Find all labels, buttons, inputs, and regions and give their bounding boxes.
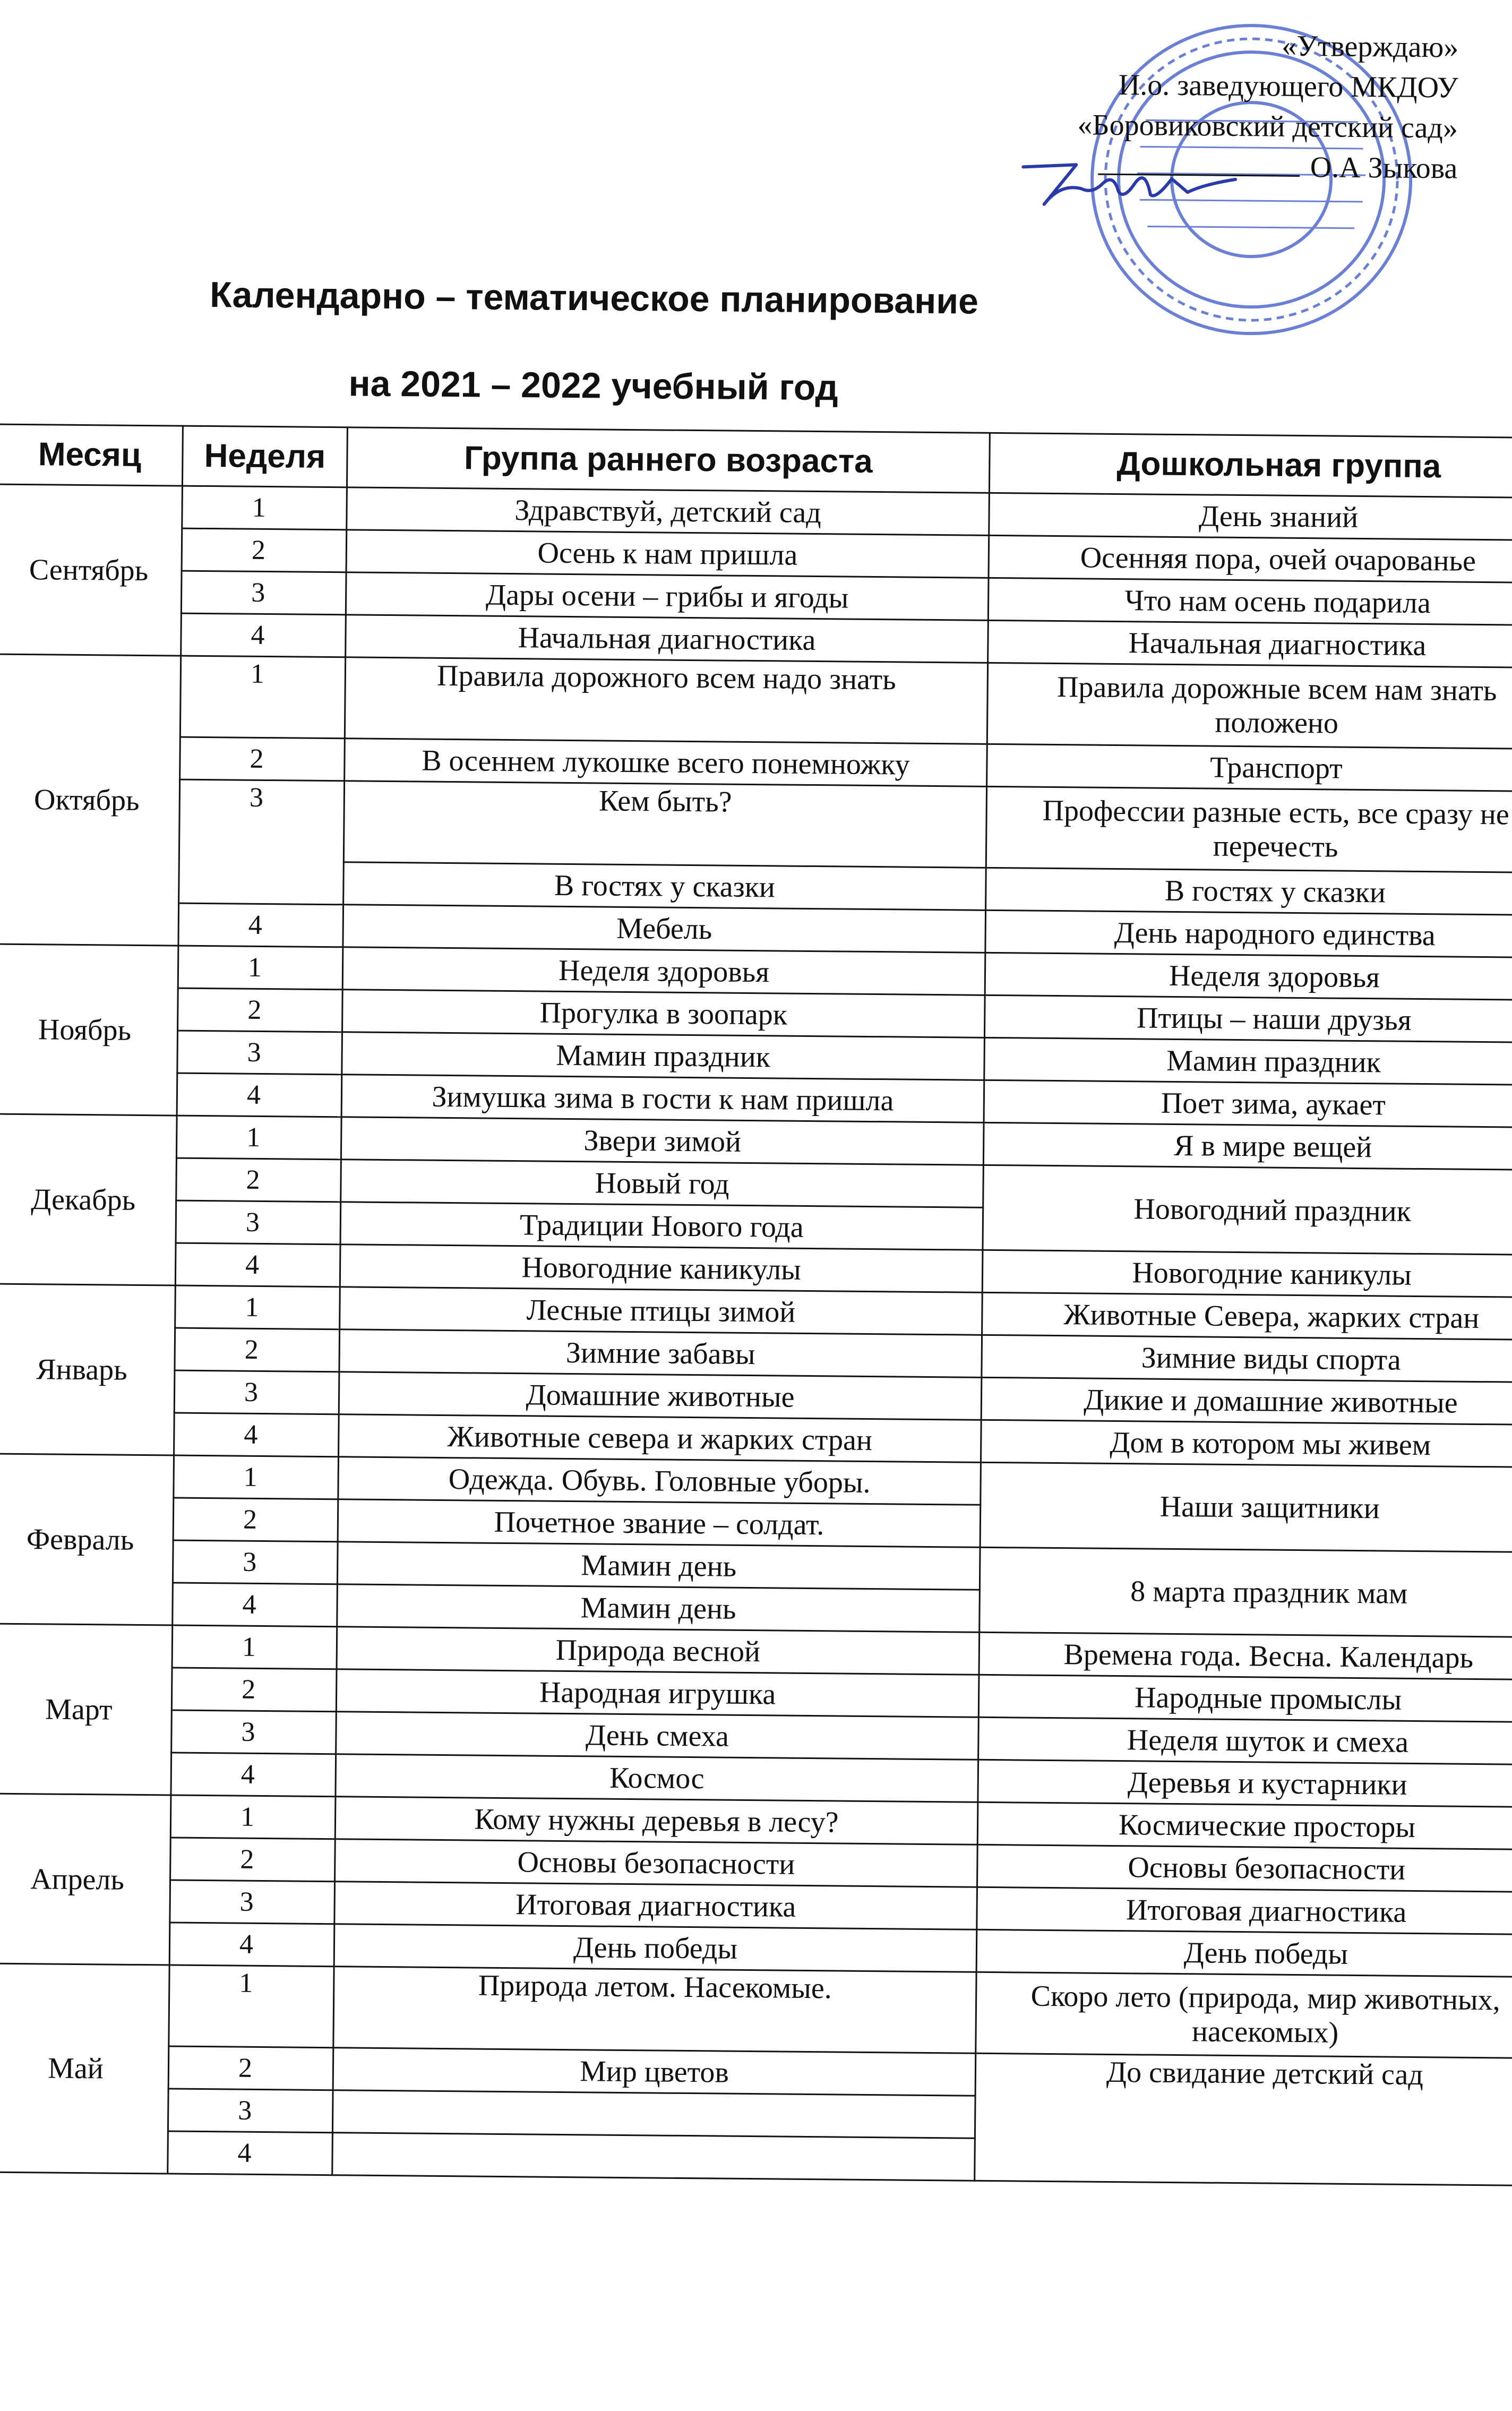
early-topic-cell: Новый год <box>341 1160 984 1208</box>
header-preschool-group: Дошкольная группа <box>989 433 1512 498</box>
week-cell: 2 <box>168 2046 333 2090</box>
early-topic-cell: Новогодние каникулы <box>340 1245 983 1293</box>
early-topic-cell: Зимние забавы <box>339 1329 982 1378</box>
early-topic-cell: Одежда. Обувь. Головные уборы. <box>338 1457 981 1505</box>
preschool-topic-cell: Неделя здоровья <box>985 953 1512 1000</box>
week-cell: 3 <box>168 2089 333 2133</box>
early-topic-cell <box>332 2133 975 2181</box>
week-cell: 1 <box>182 486 347 530</box>
week-cell: 1 <box>170 1795 336 1839</box>
early-topic-cell: Почетное звание – солдат. <box>338 1499 981 1548</box>
header-early-group: Группа раннего возраста <box>347 427 990 493</box>
preschool-topic-cell: Дикие и домашние животные <box>981 1377 1512 1425</box>
early-topic-cell: Зимушка зима в гости к нам пришла <box>341 1075 984 1123</box>
month-cell: Декабрь <box>0 1114 177 1285</box>
early-topic-cell: День смеха <box>336 1712 979 1760</box>
early-topic-cell: Осень к нам пришла <box>346 530 989 578</box>
planning-table <box>0 424 1512 2187</box>
early-topic-cell: Природа весной <box>337 1627 980 1675</box>
week-cell: 3 <box>173 1540 338 1584</box>
preschool-topic-cell: День народного единства <box>985 910 1512 958</box>
early-topic-cell: Традиции Нового года <box>340 1202 983 1250</box>
month-cell: Ноябрь <box>0 944 178 1116</box>
early-topic-cell: Природа летом. Насекомые. <box>333 1967 976 2054</box>
week-cell: 2 <box>173 1498 338 1542</box>
preschool-topic-cell: Профессии разные есть, все сразу не перечесть <box>986 786 1512 873</box>
month-cell: Октябрь <box>0 654 181 946</box>
week-cell: 1 <box>174 1455 339 1499</box>
week-cell: 2 <box>175 1328 340 1372</box>
preschool-topic-cell: День знаний <box>989 493 1512 540</box>
preschool-topic-cell: До свидание детский сад <box>975 2053 1512 2186</box>
month-cell: Май <box>0 1963 169 2174</box>
month-cell: Сентябрь <box>0 484 182 656</box>
preschool-topic-cell: Птицы – наши друзья <box>984 995 1512 1043</box>
preschool-topic-cell: Животные Севера, жарких стран <box>982 1292 1512 1340</box>
week-cell: 4 <box>175 1243 340 1287</box>
week-cell: 2 <box>180 737 345 781</box>
preschool-topic-cell: 8 марта праздник мам <box>980 1547 1512 1637</box>
week-cell: 4 <box>168 2131 333 2175</box>
week-cell: 4 <box>178 903 343 947</box>
preschool-topic-cell: Осенняя пора, очей очарованье <box>989 535 1512 583</box>
preschool-topic-cell: Транспорт <box>987 744 1512 792</box>
week-cell: 1 <box>178 946 343 990</box>
table-row <box>0 778 1512 873</box>
week-cell: 1 <box>180 656 345 739</box>
early-topic-cell: Основы безопасности <box>335 1839 978 1887</box>
early-topic-cell: Домашние животные <box>339 1372 982 1420</box>
week-cell: 4 <box>174 1413 339 1457</box>
early-topic-cell: Итоговая диагностика <box>334 1882 977 1930</box>
approval-line-1: «Утверждаю» <box>1282 29 1459 64</box>
early-topic-cell: Мамин день <box>337 1584 980 1633</box>
preschool-topic-cell: Деревья и кустарники <box>978 1760 1512 1807</box>
preschool-topic-cell: Зимние виды спорта <box>982 1335 1512 1383</box>
early-topic-cell: Мамин день <box>337 1542 980 1590</box>
preschool-topic-cell: Неделя шуток и смеха <box>978 1717 1512 1765</box>
early-topic-cell: Правила дорожного всем надо знать <box>345 657 987 744</box>
week-cell: 3 <box>181 571 346 615</box>
week-cell: 2 <box>176 1158 341 1202</box>
approval-line-3: «Боровиковский детский сад» <box>1077 108 1458 145</box>
preschool-topic-cell: Я в мире вещей <box>983 1122 1512 1170</box>
preschool-topic-cell: Мамин праздник <box>984 1037 1512 1085</box>
early-topic-cell: Дары осени – грибы и ягоды <box>346 572 989 621</box>
preschool-topic-cell: Новогодний праздник <box>983 1165 1512 1255</box>
early-topic-cell: Кем быть? <box>343 781 986 868</box>
preschool-topic-cell: День победы <box>976 1929 1512 1977</box>
early-topic-cell: Кому нужны деревья в лесу? <box>335 1797 978 1845</box>
preschool-topic-cell: Времена года. Весна. Календарь <box>979 1632 1512 1680</box>
preschool-topic-cell: Скоро лето (природа, мир животных, насекомых) <box>976 1972 1512 2058</box>
week-cell: 2 <box>171 1668 337 1712</box>
week-cell: 4 <box>169 1923 334 1967</box>
week-cell: 1 <box>172 1625 337 1669</box>
month-cell: Январь <box>0 1284 175 1455</box>
table-row <box>0 1963 1512 2058</box>
preschool-topic-cell: Наши защитники <box>980 1462 1512 1552</box>
week-cell: 3 <box>174 1370 339 1414</box>
preschool-topic-cell: Основы безопасности <box>977 1844 1512 1892</box>
early-topic-cell: Звери зимой <box>341 1117 984 1165</box>
document-subtitle: на 2021 – 2022 учебный год <box>348 363 839 408</box>
early-topic-cell: В осеннем лукошке всего понемножку <box>345 739 987 787</box>
early-topic-cell: Животные севера и жарких стран <box>339 1414 982 1463</box>
week-cell: 4 <box>177 1073 342 1117</box>
month-cell: Февраль <box>0 1454 174 1625</box>
preschool-topic-cell: Что нам осень подарила <box>988 578 1512 625</box>
week-cell: 3 <box>177 1031 342 1075</box>
early-topic-cell: Космос <box>336 1754 978 1803</box>
week-cell: 1 <box>175 1285 340 1329</box>
week-cell: 1 <box>169 1965 334 2048</box>
preschool-topic-cell: В гостях у сказки <box>986 868 1512 915</box>
early-topic-cell: Мир цветов <box>333 2048 976 2096</box>
approval-signatory: О.А Зыкова <box>1310 151 1458 185</box>
preschool-topic-cell: Новогодние каникулы <box>982 1250 1512 1298</box>
preschool-topic-cell: Поет зима, аукает <box>984 1080 1512 1128</box>
week-cell: 3 <box>170 1880 335 1924</box>
week-cell: 3 <box>179 779 345 905</box>
preschool-topic-cell: Итоговая диагностика <box>977 1887 1512 1935</box>
document-title: Календарно – тематическое планирование <box>209 274 979 322</box>
week-cell: 3 <box>171 1710 337 1754</box>
week-cell: 4 <box>171 1753 336 1797</box>
table-row <box>0 654 1512 749</box>
early-topic-cell: Начальная диагностика <box>346 615 989 663</box>
week-cell: 3 <box>176 1200 341 1245</box>
early-topic-cell: Мебель <box>343 905 986 953</box>
header-week: Неделя <box>182 426 347 487</box>
week-cell: 2 <box>182 528 347 572</box>
early-topic-cell <box>332 2090 975 2139</box>
week-cell: 4 <box>173 1583 338 1627</box>
month-cell: Апрель <box>0 1794 171 1965</box>
early-topic-cell: Мамин праздник <box>342 1032 985 1080</box>
early-topic-cell: Прогулка в зоопарк <box>342 990 985 1038</box>
preschool-topic-cell: Правила дорожные всем нам знать положено <box>987 663 1512 749</box>
week-cell: 2 <box>178 988 343 1032</box>
week-cell: 1 <box>176 1116 341 1160</box>
preschool-topic-cell: Начальная диагностика <box>988 620 1512 668</box>
early-topic-cell: День победы <box>334 1924 977 1972</box>
early-topic-cell: Неделя здоровья <box>342 947 985 996</box>
approval-line-2: И.о. заведующего МКДОУ <box>1118 68 1458 105</box>
month-cell: Март <box>0 1624 173 1795</box>
preschool-topic-cell: Народные промыслы <box>978 1675 1512 1722</box>
handwritten-signature <box>1012 145 1257 222</box>
header-month: Месяц <box>0 424 183 486</box>
preschool-topic-cell: Дом в котором мы живем <box>981 1420 1512 1468</box>
preschool-topic-cell: Космические просторы <box>977 1802 1512 1850</box>
week-cell: 2 <box>170 1838 336 1882</box>
early-topic-cell: Народная игрушка <box>336 1669 979 1718</box>
early-topic-cell: Лесные птицы зимой <box>340 1287 983 1335</box>
early-topic-cell: Здравствуй, детский сад <box>347 487 990 536</box>
week-cell: 4 <box>181 613 346 657</box>
early-topic-cell: В гостях у сказки <box>343 862 986 911</box>
